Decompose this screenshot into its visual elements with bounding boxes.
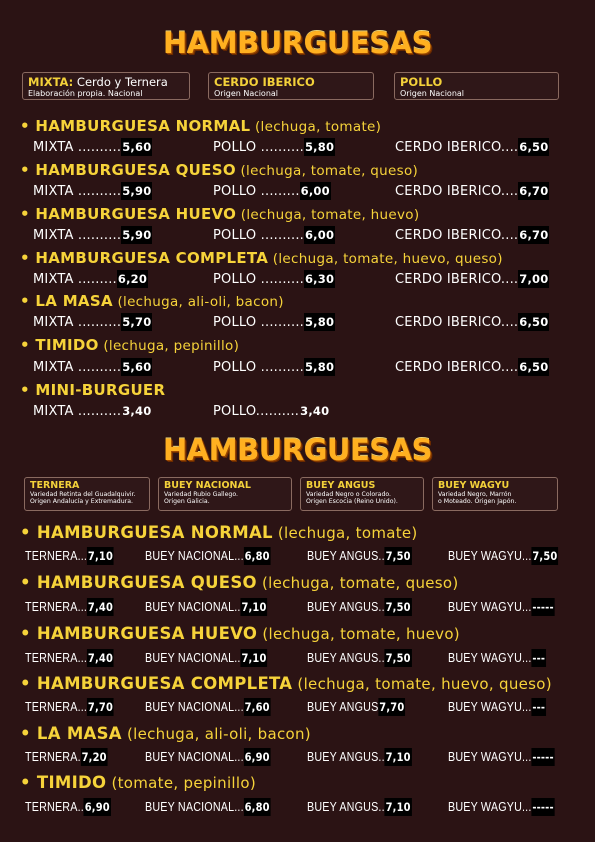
origin-box-mixta (22, 72, 190, 100)
origin-sub: Origen Galicia. (164, 498, 210, 506)
origin-box-ternera (24, 477, 150, 511)
price-mixta (33, 140, 152, 155)
price-label: TERNERA... (25, 651, 88, 665)
origin-box-buey-wagyu (432, 477, 558, 511)
price-pollo (213, 184, 331, 199)
price-value: 7,50 (385, 600, 411, 614)
price-label: CERDO IBERICO.... (395, 140, 519, 155)
menu-item (20, 624, 460, 643)
price-value: 7,40 (87, 651, 114, 665)
price-buey-nacional (145, 750, 271, 764)
price-value: 6,70 (519, 184, 549, 198)
price-label: BUEY ANGUS (307, 700, 379, 714)
price-value: 6,20 (117, 272, 148, 286)
price-cerdo (395, 228, 549, 243)
price-label: CERDO IBERICO.... (395, 184, 519, 199)
price-value: 5,80 (304, 140, 335, 154)
item-name: • HAMBURGUESA HUEVO (20, 205, 237, 223)
price-pollo (213, 404, 330, 419)
origin-label: MIXTA: (28, 75, 74, 89)
item-desc: (lechuga, pepinillo) (98, 338, 240, 354)
origin-label-detail: Cerdo y Ternera (73, 75, 168, 89)
price-label: TERNERA... (25, 700, 88, 714)
origin-sub: Origen Nacional (400, 89, 465, 98)
price-label: TERNERA... (25, 600, 88, 614)
item-desc: (lechuga, tomate, queso) (256, 574, 459, 592)
origin-label: CERDO IBERICO (214, 75, 315, 89)
price-label: CERDO IBERICO.... (395, 272, 519, 287)
price-value: 7,10 (385, 800, 411, 814)
price-value: 7,20 (81, 750, 107, 764)
price-label: CERDO IBERICO.... (395, 360, 519, 375)
price-label: BUEY ANGUS.. (307, 651, 385, 665)
menu-item (20, 773, 256, 792)
menu-item (20, 724, 311, 743)
price-buey-nacional (145, 651, 267, 665)
menu-item (20, 205, 419, 223)
price-buey-angus (307, 549, 412, 563)
menu-item (20, 336, 239, 354)
price-buey-nacional (145, 549, 271, 563)
price-buey-angus (307, 750, 412, 764)
price-value: 7,60 (244, 700, 270, 714)
price-value: 7,70 (379, 700, 405, 714)
price-buey-nacional (145, 600, 267, 614)
item-name: • HAMBURGUESA QUESO (20, 573, 257, 592)
price-value: 6,50 (519, 360, 549, 374)
price-ternera (25, 800, 111, 814)
section2-title: HAMBURGUESAS (163, 433, 432, 467)
price-label: BUEY NACIONAL.. (145, 651, 241, 665)
origin-sub: Origen Andalucía y Extremadura. (30, 498, 133, 506)
price-label: POLLO ......... (213, 184, 300, 199)
origin-box-pollo (394, 72, 559, 100)
price-value: 6,90 (244, 750, 270, 764)
price-buey-wagyu (448, 800, 555, 814)
price-pollo (213, 315, 335, 330)
price-label: POLLO .......... (213, 272, 304, 287)
price-value: 7,40 (87, 600, 114, 614)
price-value: 6,80 (244, 549, 270, 563)
price-ternera (25, 750, 108, 764)
price-cerdo (395, 184, 549, 199)
price-label: POLLO .......... (213, 228, 304, 243)
price-value: 6,50 (519, 315, 549, 329)
item-desc: (lechuga, ali-oli, bacon) (112, 294, 284, 310)
price-cerdo (395, 140, 549, 155)
price-value: 5,90 (122, 184, 152, 198)
price-label: BUEY WAGYU... (448, 800, 532, 814)
price-label: TERNERA. (25, 750, 81, 764)
item-name: • HAMBURGUESA HUEVO (20, 624, 258, 643)
menu-item (20, 161, 418, 179)
price-buey-angus (307, 651, 412, 665)
price-pollo (213, 140, 335, 155)
price-buey-wagyu (448, 651, 546, 665)
menu-item (20, 249, 503, 267)
origin-sub: Origen Escocia (Reino Unido). (306, 498, 398, 506)
item-name: • TIMIDO (20, 773, 107, 792)
menu-item (20, 381, 165, 399)
price-buey-wagyu (448, 700, 546, 714)
price-cerdo (395, 272, 549, 287)
price-value: 6,80 (244, 800, 270, 814)
price-mixta (33, 360, 152, 375)
price-label: BUEY WAGYU... (448, 600, 532, 614)
origin-label: TERNERA (30, 480, 80, 491)
price-label: BUEY WAGYU... (448, 750, 532, 764)
price-value: 6,00 (304, 228, 335, 242)
origin-sub: Variedad Negro, Marrón (438, 491, 512, 498)
price-label: BUEY NACIONAL.. (145, 600, 241, 614)
price-label: BUEY NACIONAL... (145, 549, 244, 563)
price-mixta (33, 184, 152, 199)
origin-box-cerdo (208, 72, 374, 100)
price-label: CERDO IBERICO.... (395, 228, 519, 243)
price-value: --- (532, 700, 546, 714)
item-desc: (lechuga, tomate, huevo) (257, 625, 460, 643)
price-value: 5,60 (122, 360, 152, 374)
item-name: • MINI-BURGUER (20, 381, 166, 399)
item-desc: (lechuga, tomate) (272, 524, 418, 542)
price-buey-wagyu (448, 549, 558, 563)
menu-item (20, 523, 418, 542)
price-value: 5,80 (304, 360, 335, 374)
price-label: BUEY NACIONAL... (145, 800, 244, 814)
item-desc: (lechuga, ali-oli, bacon) (121, 725, 311, 743)
price-label: MIXTA .......... (33, 360, 122, 375)
price-value: 6,70 (519, 228, 549, 242)
price-value: 5,70 (122, 315, 152, 329)
price-value: 7,10 (241, 600, 267, 614)
price-mixta (33, 272, 148, 287)
price-value: 5,90 (122, 228, 152, 242)
price-value: ----- (532, 750, 554, 764)
price-buey-angus (307, 600, 412, 614)
price-value: 7,10 (241, 651, 267, 665)
price-label: MIXTA ......... (33, 272, 117, 287)
item-desc: (tomate, pepinillo) (106, 774, 256, 792)
price-ternera (25, 651, 114, 665)
item-desc: (lechuga, tomate, huevo) (236, 207, 420, 223)
price-buey-angus (307, 800, 412, 814)
price-label: MIXTA .......... (33, 404, 122, 419)
price-label: POLLO .......... (213, 360, 304, 375)
price-label: MIXTA .......... (33, 184, 122, 199)
price-value: 7,70 (87, 700, 114, 714)
price-label: BUEY WAGYU... (448, 700, 532, 714)
origin-sub: o Moteado. Origen Japón. (438, 498, 517, 506)
item-name: • HAMBURGUESA NORMAL (20, 117, 251, 135)
price-label: POLLO .......... (213, 140, 304, 155)
origin-label: BUEY WAGYU (438, 480, 510, 491)
origin-sub: Elaboración propia. Nacional (28, 89, 143, 98)
price-pollo (213, 272, 335, 287)
item-name: • TIMIDO (20, 336, 99, 354)
price-value: --- (532, 651, 546, 665)
price-value: ----- (532, 800, 554, 814)
price-value: 7,10 (87, 549, 114, 563)
item-name: • HAMBURGUESA COMPLETA (20, 249, 269, 267)
price-label: BUEY WAGYU... (448, 651, 532, 665)
price-value: 5,80 (304, 315, 335, 329)
menu-item (20, 573, 459, 592)
price-label: BUEY WAGYU... (448, 549, 532, 563)
origin-sub: Variedad Retinta del Guadalquivir. (30, 491, 136, 498)
price-mixta (33, 228, 152, 243)
price-label: POLLO.......... (213, 404, 300, 419)
price-cerdo (395, 360, 549, 375)
origin-label: POLLO (400, 75, 443, 89)
price-value: 6,30 (304, 272, 335, 286)
price-value: 7,00 (519, 272, 549, 286)
item-desc: (lechuga, tomate, queso) (235, 163, 419, 179)
origin-label: BUEY NACIONAL (164, 480, 251, 491)
price-label: BUEY ANGUS.. (307, 549, 385, 563)
price-value: 3,40 (122, 404, 152, 418)
origin-sub: Origen Nacional (214, 89, 279, 98)
price-value: 7,50 (385, 549, 411, 563)
menu-item (20, 674, 552, 693)
origin-sub: Variedad Negro o Colorado. (306, 491, 392, 498)
item-desc: (lechuga, tomate, huevo, queso) (268, 251, 503, 267)
price-value: 3,40 (300, 404, 330, 418)
price-ternera (25, 549, 114, 563)
price-value: 6,00 (300, 184, 330, 198)
price-label: MIXTA .......... (33, 228, 122, 243)
price-label: BUEY NACIONAL... (145, 750, 244, 764)
price-buey-wagyu (448, 750, 555, 764)
item-name: • LA MASA (20, 292, 113, 310)
origin-box-buey-angus (300, 477, 424, 511)
price-label: TERNERA.. (25, 800, 84, 814)
price-value: 6,50 (519, 140, 549, 154)
price-value: 6,90 (84, 800, 110, 814)
item-name: • HAMBURGUESA NORMAL (20, 523, 273, 542)
price-label: CERDO IBERICO.... (395, 315, 519, 330)
price-label: BUEY ANGUS.. (307, 750, 385, 764)
item-desc: (lechuga, tomate, huevo, queso) (292, 675, 552, 693)
item-desc: (lechuga, tomate) (250, 119, 382, 135)
price-value: 7,50 (532, 549, 558, 563)
price-value: 7,10 (385, 750, 411, 764)
price-buey-angus (307, 700, 405, 714)
price-label: POLLO .......... (213, 315, 304, 330)
price-value: 7,50 (385, 651, 411, 665)
price-value: ----- (532, 600, 554, 614)
price-mixta (33, 315, 152, 330)
origin-sub: Variedad Rubio Gallego. (164, 491, 238, 498)
price-ternera (25, 700, 114, 714)
menu-item (20, 292, 284, 310)
item-name: • HAMBURGUESA COMPLETA (20, 674, 293, 693)
price-label: MIXTA .......... (33, 315, 122, 330)
price-label: BUEY ANGUS.. (307, 600, 385, 614)
price-label: BUEY NACIONAL... (145, 700, 244, 714)
menu-item (20, 117, 381, 135)
price-label: BUEY ANGUS.. (307, 800, 385, 814)
origin-label: BUEY ANGUS (306, 480, 376, 491)
price-buey-wagyu (448, 600, 555, 614)
price-label: MIXTA .......... (33, 140, 122, 155)
item-name: • LA MASA (20, 724, 122, 743)
price-label: TERNERA... (25, 549, 88, 563)
price-buey-nacional (145, 700, 271, 714)
section1-title: HAMBURGUESAS (163, 26, 432, 60)
price-pollo (213, 360, 335, 375)
price-value: 5,60 (122, 140, 152, 154)
price-buey-nacional (145, 800, 271, 814)
origin-box-buey-nacional (158, 477, 292, 511)
price-pollo (213, 228, 335, 243)
price-cerdo (395, 315, 549, 330)
price-mixta (33, 404, 152, 419)
item-name: • HAMBURGUESA QUESO (20, 161, 236, 179)
price-ternera (25, 600, 114, 614)
